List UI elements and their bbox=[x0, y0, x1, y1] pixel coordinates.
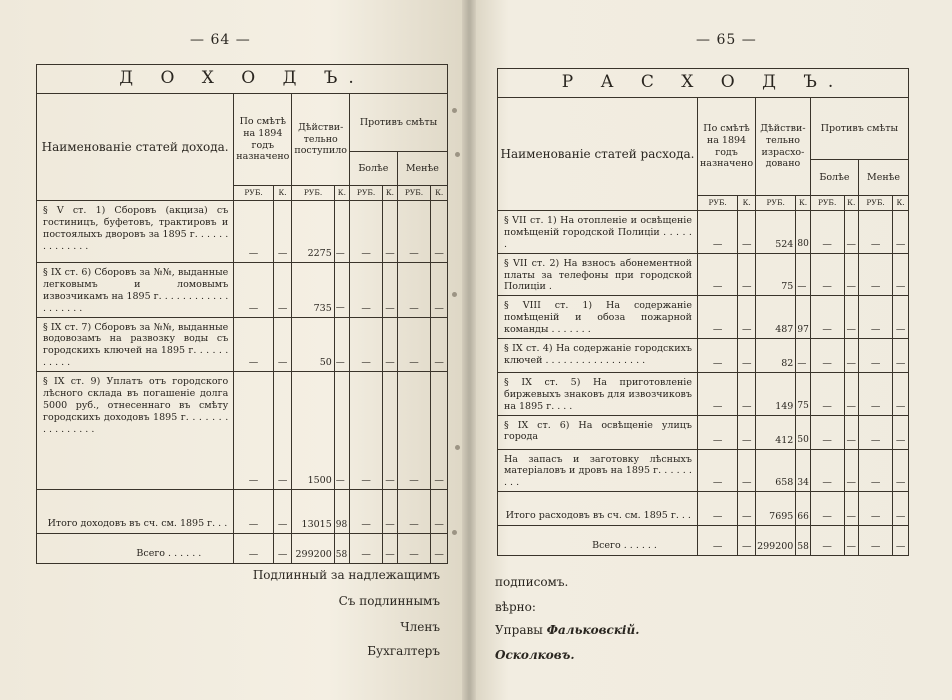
cell-less: — bbox=[859, 372, 893, 415]
cell-actual-kop: — bbox=[334, 317, 349, 372]
cell-estimate: — bbox=[697, 372, 737, 415]
col-header-less: Менѣе bbox=[859, 160, 909, 196]
col-header-item-name: Наименованіе статей дохода. bbox=[37, 94, 234, 201]
cell-estimate-kop: — bbox=[738, 372, 756, 415]
cell-less: — bbox=[859, 211, 893, 254]
unit-rub: РУБ. bbox=[397, 186, 431, 201]
income-grand-total-row bbox=[37, 534, 448, 564]
cell-more-kop: — bbox=[844, 296, 859, 339]
cell-actual: 13015 bbox=[292, 490, 334, 534]
cell-less-kop: — bbox=[431, 372, 448, 490]
row-item-name: § IX ст. 7) Сборовъ за №№, выданные водовозамъ на развозку воды съ городскихъ ключей на 1895 г. . . . . . . . . . . bbox=[37, 317, 234, 372]
cell-actual: 82 bbox=[756, 338, 796, 372]
signature-line-1-right: подписомъ. bbox=[495, 575, 569, 589]
table-row bbox=[37, 201, 448, 263]
unit-kop: К. bbox=[893, 196, 909, 211]
col-header-more: Болѣе bbox=[350, 152, 398, 186]
page-number-right: — 65 — bbox=[696, 32, 757, 48]
unit-rub: РУБ. bbox=[756, 196, 796, 211]
cell-less-kop: — bbox=[893, 253, 909, 296]
cell-estimate-kop: — bbox=[738, 526, 756, 556]
cell-actual-kop: 66 bbox=[796, 492, 810, 526]
cell-estimate: — bbox=[234, 490, 274, 534]
cell-less-kop: — bbox=[893, 492, 909, 526]
col-header-actual: Дѣйстви-тельно израсхо-довано bbox=[756, 98, 811, 196]
signature-line-2-left: Съ подлиннымъ bbox=[338, 594, 440, 608]
col-header-item-name: Наименованіе статей расхода. bbox=[498, 98, 698, 211]
cell-more-kop: — bbox=[383, 201, 398, 263]
row-item-name: § VII ст. 2) На взносъ абонементной платы за телефоны при городской Полиціи . bbox=[498, 253, 698, 296]
cell-actual: 735 bbox=[292, 263, 334, 318]
cell-more-kop: — bbox=[844, 211, 859, 254]
col-header-versus: Противъ смѣты bbox=[810, 98, 908, 160]
cell-actual-kop: 58 bbox=[334, 534, 349, 564]
cell-actual-kop: 75 bbox=[796, 372, 810, 415]
cell-more-kop: — bbox=[383, 534, 398, 564]
total-label: Итого расходовъ въ сч. см. 1895 г. . . bbox=[498, 492, 698, 526]
cell-more: — bbox=[350, 317, 383, 372]
col-header-estimate: По смѣтѣ на 1894 годъ назначено bbox=[234, 94, 292, 186]
cell-less: — bbox=[397, 490, 431, 534]
cell-more: — bbox=[350, 534, 383, 564]
cell-actual: 2275 bbox=[292, 201, 334, 263]
cell-actual-kop: 80 bbox=[796, 211, 810, 254]
grand-total-label: Всего . . . . . . bbox=[498, 526, 698, 556]
cell-more-kop: — bbox=[844, 449, 859, 492]
cell-less: — bbox=[859, 526, 893, 556]
row-item-name: § IX ст. 6) На освѣщеніе улицъ города bbox=[498, 415, 698, 449]
cell-actual: 487 bbox=[756, 296, 796, 339]
cell-estimate: — bbox=[697, 253, 737, 296]
binding-hole bbox=[452, 530, 457, 535]
cell-actual: 299200 bbox=[292, 534, 334, 564]
table-row bbox=[498, 449, 909, 492]
cell-less: — bbox=[397, 317, 431, 372]
unit-kop: К. bbox=[273, 186, 292, 201]
cell-less: — bbox=[859, 296, 893, 339]
cell-less: — bbox=[397, 534, 431, 564]
cell-less: — bbox=[859, 253, 893, 296]
row-item-name: § VII ст. 1) На отопленіе и освѣщеніе помѣщеній городской Полиціи . . . . . . bbox=[498, 211, 698, 254]
row-item-name: § IX ст. 4) На содержаніе городскихъ ключей . . . . . . . . . . . . . . . . . bbox=[498, 338, 698, 372]
cell-less-kop: — bbox=[431, 534, 448, 564]
cell-more: — bbox=[810, 296, 844, 339]
cell-estimate-kop: — bbox=[738, 415, 756, 449]
expense-title: Р А С Х О Д Ъ. bbox=[498, 69, 909, 98]
cell-estimate: — bbox=[234, 263, 274, 318]
unit-kop: К. bbox=[844, 196, 859, 211]
cell-less: — bbox=[859, 449, 893, 492]
col-header-actual: Дѣйстви-тельно поступило bbox=[292, 94, 350, 186]
unit-rub: РУБ. bbox=[292, 186, 334, 201]
signature-line-1-left: Подлинный за надлежащимъ bbox=[252, 568, 440, 582]
table-row bbox=[498, 296, 909, 339]
cell-more: — bbox=[350, 263, 383, 318]
cell-estimate-kop: — bbox=[273, 490, 292, 534]
row-item-name: § IX ст. 5) На приготовленіе биржевыхъ знаковъ для извозчиковъ на 1895 г. . . . bbox=[498, 372, 698, 415]
cell-actual: 7695 bbox=[756, 492, 796, 526]
cell-estimate: — bbox=[234, 201, 274, 263]
cell-estimate-kop: — bbox=[738, 296, 756, 339]
cell-estimate: — bbox=[697, 211, 737, 254]
cell-actual: 299200 bbox=[756, 526, 796, 556]
cell-more: — bbox=[350, 372, 383, 490]
signature-line-2-right: вѣрно: bbox=[495, 600, 536, 614]
cell-estimate: — bbox=[234, 372, 274, 490]
expense-table bbox=[497, 68, 909, 556]
cell-more-kop: — bbox=[383, 372, 398, 490]
expense-grand-total-row bbox=[498, 526, 909, 556]
income-title: Д О Х О Д Ъ. bbox=[37, 65, 448, 94]
cell-actual-kop: 97 bbox=[796, 296, 810, 339]
cell-estimate-kop: — bbox=[273, 317, 292, 372]
cell-less: — bbox=[397, 263, 431, 318]
binding-hole bbox=[455, 445, 460, 450]
unit-kop: К. bbox=[334, 186, 349, 201]
cell-more: — bbox=[810, 211, 844, 254]
income-total-row bbox=[37, 490, 448, 534]
unit-rub: РУБ. bbox=[859, 196, 893, 211]
cell-estimate: — bbox=[697, 338, 737, 372]
cell-estimate-kop: — bbox=[738, 253, 756, 296]
binding-hole bbox=[452, 108, 457, 113]
table-row bbox=[37, 372, 448, 490]
cell-estimate: — bbox=[234, 317, 274, 372]
table-row bbox=[498, 253, 909, 296]
cell-less-kop: — bbox=[893, 526, 909, 556]
cell-more: — bbox=[810, 526, 844, 556]
page-number-left: — 64 — bbox=[190, 32, 251, 48]
cell-actual-kop: — bbox=[334, 372, 349, 490]
cell-less: — bbox=[859, 492, 893, 526]
cell-actual-kop: — bbox=[796, 338, 810, 372]
cell-estimate-kop: — bbox=[738, 338, 756, 372]
cell-estimate: — bbox=[697, 415, 737, 449]
signature-name-falkovsky: Фальковскій. bbox=[546, 623, 640, 637]
table-row bbox=[37, 263, 448, 318]
cell-estimate: — bbox=[234, 534, 274, 564]
unit-kop: К. bbox=[796, 196, 810, 211]
cell-estimate: — bbox=[697, 449, 737, 492]
cell-more: — bbox=[350, 201, 383, 263]
row-item-name: На запасъ и заготовку лѣсныхъ матеріаловъ и дровъ на 1895 г. . . . . . . . . bbox=[498, 449, 698, 492]
row-item-name: § V ст. 1) Сборовъ (акциза) съ гостиницъ, буфетовъ, трактировъ и постоялыхъ дворовъ за 1895 г. . . . . . . . . . . . . . bbox=[37, 201, 234, 263]
cell-actual: 75 bbox=[756, 253, 796, 296]
col-header-versus: Противъ смѣты bbox=[350, 94, 448, 152]
row-item-name: § IX ст. 6) Сборовъ за №№, выданные легковымъ и ломовымъ извозчикамъ на 1895 г. . . . . . . . . . . . . . . . . . . bbox=[37, 263, 234, 318]
cell-actual: 412 bbox=[756, 415, 796, 449]
cell-more-kop: — bbox=[844, 415, 859, 449]
table-row bbox=[498, 415, 909, 449]
cell-less: — bbox=[397, 372, 431, 490]
cell-less-kop: — bbox=[431, 490, 448, 534]
cell-actual-kop: 34 bbox=[796, 449, 810, 492]
unit-rub: РУБ. bbox=[697, 196, 737, 211]
cell-less: — bbox=[859, 415, 893, 449]
cell-more-kop: — bbox=[844, 253, 859, 296]
cell-estimate-kop: — bbox=[738, 449, 756, 492]
table-row bbox=[37, 317, 448, 372]
expense-total-row bbox=[498, 492, 909, 526]
cell-more-kop: — bbox=[844, 492, 859, 526]
unit-kop: К. bbox=[431, 186, 448, 201]
cell-actual-kop: — bbox=[334, 201, 349, 263]
cell-less-kop: — bbox=[431, 201, 448, 263]
cell-more-kop: — bbox=[844, 372, 859, 415]
cell-estimate: — bbox=[697, 296, 737, 339]
cell-more: — bbox=[810, 253, 844, 296]
row-item-name: § IX ст. 9) Уплатъ отъ городского лѣсного склада въ погашеніе долга 5000 руб., отнесеннаго въ смѣту городскихъ доходовъ 1895 г. . . . . . . . . . . . . . . . bbox=[37, 372, 234, 490]
cell-less-kop: — bbox=[893, 415, 909, 449]
unit-kop: К. bbox=[383, 186, 398, 201]
cell-less: — bbox=[397, 201, 431, 263]
unit-rub: РУБ. bbox=[350, 186, 383, 201]
table-row bbox=[498, 338, 909, 372]
cell-actual: 658 bbox=[756, 449, 796, 492]
cell-more-kop: — bbox=[844, 526, 859, 556]
binding-hole bbox=[452, 292, 457, 297]
cell-estimate-kop: — bbox=[738, 492, 756, 526]
cell-less: — bbox=[859, 338, 893, 372]
cell-actual: 50 bbox=[292, 317, 334, 372]
cell-less-kop: — bbox=[893, 449, 909, 492]
binding-hole bbox=[455, 152, 460, 157]
cell-actual-kop: 50 bbox=[796, 415, 810, 449]
cell-estimate-kop: — bbox=[273, 263, 292, 318]
cell-more: — bbox=[810, 415, 844, 449]
cell-more-kop: — bbox=[383, 317, 398, 372]
cell-estimate-kop: — bbox=[273, 534, 292, 564]
cell-actual-kop: — bbox=[334, 263, 349, 318]
table-row bbox=[498, 211, 909, 254]
cell-less-kop: — bbox=[431, 263, 448, 318]
cell-more-kop: — bbox=[383, 490, 398, 534]
cell-actual: 149 bbox=[756, 372, 796, 415]
cell-more: — bbox=[350, 490, 383, 534]
cell-more: — bbox=[810, 449, 844, 492]
signature-name-oskolkov: Осколковъ. bbox=[495, 648, 575, 662]
signature-line-4-left: Бухгалтеръ bbox=[367, 644, 440, 658]
cell-less-kop: — bbox=[431, 317, 448, 372]
signature-line-3-right bbox=[495, 623, 639, 637]
row-item-name: § VIII ст. 1) На содержаніе помѣщеній и обоза пожарной команды . . . . . . . bbox=[498, 296, 698, 339]
cell-estimate-kop: — bbox=[273, 372, 292, 490]
total-label: Итого доходовъ въ сч. см. 1895 г. . . bbox=[37, 490, 234, 534]
unit-kop: К. bbox=[738, 196, 756, 211]
cell-more: — bbox=[810, 338, 844, 372]
cell-more: — bbox=[810, 492, 844, 526]
signature-board-label: Управы bbox=[495, 623, 543, 637]
cell-actual: 524 bbox=[756, 211, 796, 254]
grand-total-label: Всего . . . . . . bbox=[37, 534, 234, 564]
cell-less-kop: — bbox=[893, 338, 909, 372]
cell-estimate: — bbox=[697, 492, 737, 526]
cell-actual: 1500 bbox=[292, 372, 334, 490]
cell-more: — bbox=[810, 372, 844, 415]
cell-more-kop: — bbox=[844, 338, 859, 372]
signature-line-3-left: Членъ bbox=[400, 620, 440, 634]
cell-actual-kop: — bbox=[796, 253, 810, 296]
cell-more-kop: — bbox=[383, 263, 398, 318]
cell-less-kop: — bbox=[893, 372, 909, 415]
col-header-less: Менѣе bbox=[397, 152, 447, 186]
book-gutter bbox=[462, 0, 476, 700]
col-header-estimate: По смѣтѣ на 1894 годъ назначено bbox=[697, 98, 755, 196]
cell-estimate-kop: — bbox=[738, 211, 756, 254]
cell-estimate: — bbox=[697, 526, 737, 556]
cell-less-kop: — bbox=[893, 296, 909, 339]
income-table bbox=[36, 64, 448, 564]
cell-less-kop: — bbox=[893, 211, 909, 254]
unit-rub: РУБ. bbox=[810, 196, 844, 211]
col-header-more: Болѣе bbox=[810, 160, 858, 196]
unit-rub: РУБ. bbox=[234, 186, 274, 201]
table-row bbox=[498, 372, 909, 415]
cell-actual-kop: 58 bbox=[796, 526, 810, 556]
cell-actual-kop: 98 bbox=[334, 490, 349, 534]
cell-estimate-kop: — bbox=[273, 201, 292, 263]
